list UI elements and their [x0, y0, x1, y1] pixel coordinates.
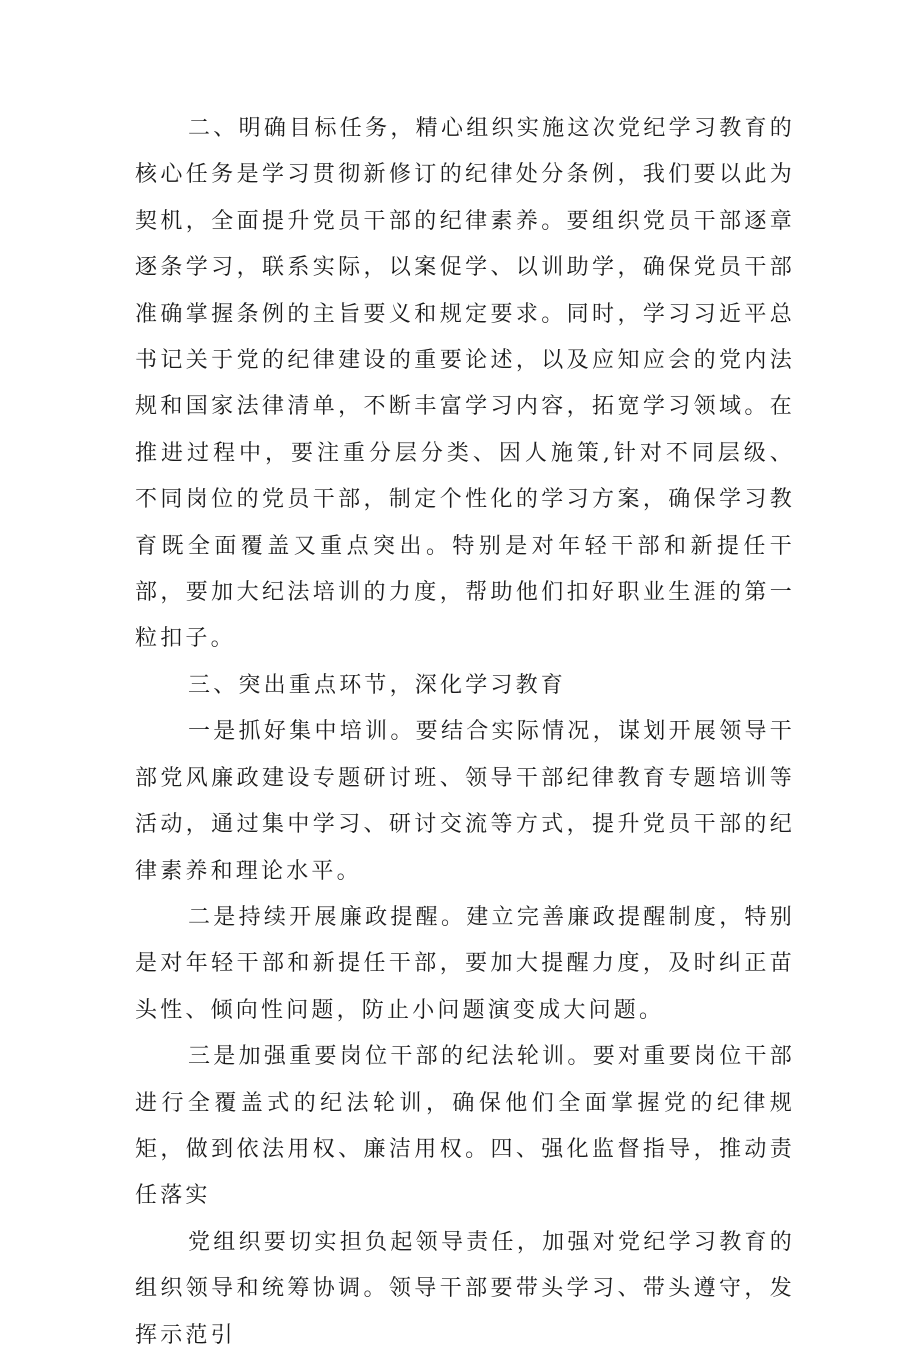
paragraph-key-post-rotation-training: 三是加强重要岗位干部的纪法轮训。要对重要岗位干部进行全覆盖式的纪法轮训，确保他们全面掌握党的纪律规矩，做到依法用权、廉洁用权。四、强化监督指导，推动责任落实 [135, 1044, 795, 1209]
paragraph-integrity-reminder: 二是持续开展廉政提醒。建立完善廉政提醒制度，特别是对年轻干部和新提任干部，要加大提醒力度，及时纠正苗头性、倾向性问题，防止小问题演变成大问题。 [135, 904, 795, 1023]
document-body [135, 106, 795, 1359]
paragraph-task-goals: 二、明确目标任务，精心组织实施这次党纪学习教育的核心任务是学习贯彻新修订的纪律处分条例，我们要以此为契机，全面提升党员干部的纪律素养。要组织党员干部逐章逐条学习，联系实际，以案促学、以训助学，确保党员干部准确掌握条例的主旨要义和规定要求。同时，学习习近平总书记关于党的纪律建设的重要论述，以及应知应会的党内法规和国家法律清单，不断丰富学习内容，拓宽学习领域。在推进过程中，要注重分层分类、因人施策,针对不同层级、不同岗位的党员干部，制定个性化的学习方案，确保学习教育既全面覆盖又重点突出。特别是对年轻干部和新提任干部，要加大纪法培训的力度，帮助他们扣好职业生涯的第一粒扣子。 [135, 116, 795, 652]
section-heading-key-links: 三、突出重点环节，深化学习教育 [188, 672, 567, 698]
paragraph-centralized-training: 一是抓好集中培训。要结合实际情况，谋划开展领导干部党风廉政建设专题研讨班、领导干部纪律教育专题培训等活动，通过集中学习、研讨交流等方式，提升党员干部的纪律素养和理论水平。 [135, 719, 795, 884]
paragraph-party-organization-responsibility: 党组织要切实担负起领导责任，加强对党纪学习教育的组织领导和统筹协调。领导干部要带头学习、带头遵守，发挥示范引 [135, 1229, 795, 1348]
